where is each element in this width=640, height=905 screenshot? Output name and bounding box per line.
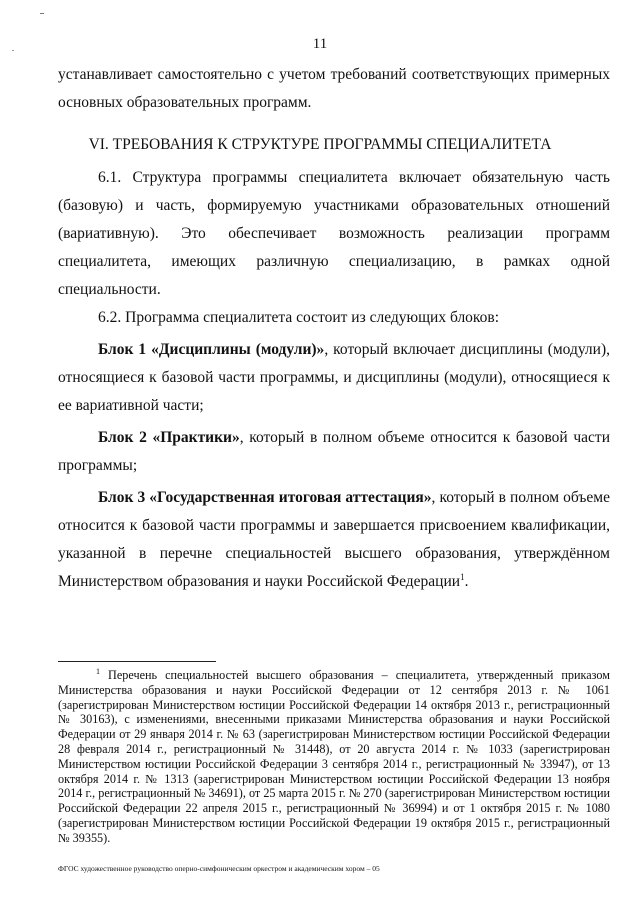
footnote-text: Перечень специальностей высшего образования – специалитета, утвержденный приказом Министерства образования и науки Российской Федерации от 12 сентября 2013 г. № 1061 (зарегистрирован Министерством юстиции Российской Федерации 14 октября 2013 г., регистрационный № 30163), с изменениями, внесенными приказами Министерства образования и науки Российской Федерации от 29 января 2014 г. № 63 (зарегистрирован Министерством юстиции Российской Федерации 28 февраля 2014 г., регистрационный № 31448), от 20 августа 2014 г. № 1033 (зарегистрирован Министерством юстиции Российской Федерации 3 сентября 2014 г., регистрационный № 33947), от 13 октября 2014 г. № 1313 (зарегистрирован Министерством юстиции Российской Федерации 13 ноября 2014 г., регистрационный № 34691), от 25 марта 2015 г. № 270 (зарегистрирован Министерством юстиции Российской Федерации 22 апреля 2015 г., регистрационный № 36994) и от 1 октября 2015 г. № 1080 (зарегистрирован Министерством юстиции Российской Федерации 19 октября 2015 г., регистрационный № 39355). [58, 668, 610, 845]
footnote-reference[interactable]: 1 [460, 571, 465, 582]
block-3-end: . [464, 573, 469, 590]
block-1-title: Блок 1 «Дисциплины (модули)» [98, 341, 325, 358]
block-3-title: Блок 3 «Государственная итоговая аттестация» [98, 489, 432, 506]
footnote-separator [58, 661, 216, 662]
section-heading: VI. ТРЕБОВАНИЯ К СТРУКТУРЕ ПРОГРАММЫ СПЕЦИАЛИТЕТА [88, 136, 552, 153]
paragraph-6-1: 6.1. Структура программы специалитета включает обязательную часть (базовую) и часть, формируемую участниками образовательных отношений (вариативную). Это обеспечивает возможность реализации программ специалитета, имеющих различную специализацию, в рамках одной специальности. [58, 169, 610, 298]
continued-paragraph [58, 61, 610, 117]
page-number: 11 [312, 36, 328, 52]
block-1-text: , который включает дисциплины (модули), относящиеся к базовой части программы, и дисциплины (модули), относящиеся к ее вариативной части; [58, 341, 610, 414]
page-footer: ФГОС художественное руководство оперно-симфоническим оркестром и академическим хором – 05 [58, 864, 380, 873]
block-1-paragraph [58, 336, 610, 420]
block-3-paragraph [58, 484, 610, 596]
footnote-marker: 1 [96, 666, 100, 676]
block-2-text: , который в полном объеме относится к базовой части программы; [58, 429, 610, 474]
footnote [58, 668, 610, 846]
section-content [58, 164, 610, 596]
block-3-text: , который в полном объеме относится к базовой части программы и завершается присвоением квалификации, указанной в перечне специальностей высшего образования, утверждённом Министерством образования и науки Российской Федерации [58, 489, 610, 590]
continued-paragraph-text: устанавливает самостоятельно с учетом требований соответствующих примерных основных образовательных программ. [58, 66, 610, 111]
paragraph-6-2: 6.2. Программа специалитета состоит из следующих блоков: [98, 309, 500, 326]
scan-mark [40, 13, 44, 14]
block-2-paragraph [58, 424, 610, 480]
block-2-title: Блок 2 «Практики» [98, 429, 240, 446]
footnote-paragraph [58, 668, 610, 846]
